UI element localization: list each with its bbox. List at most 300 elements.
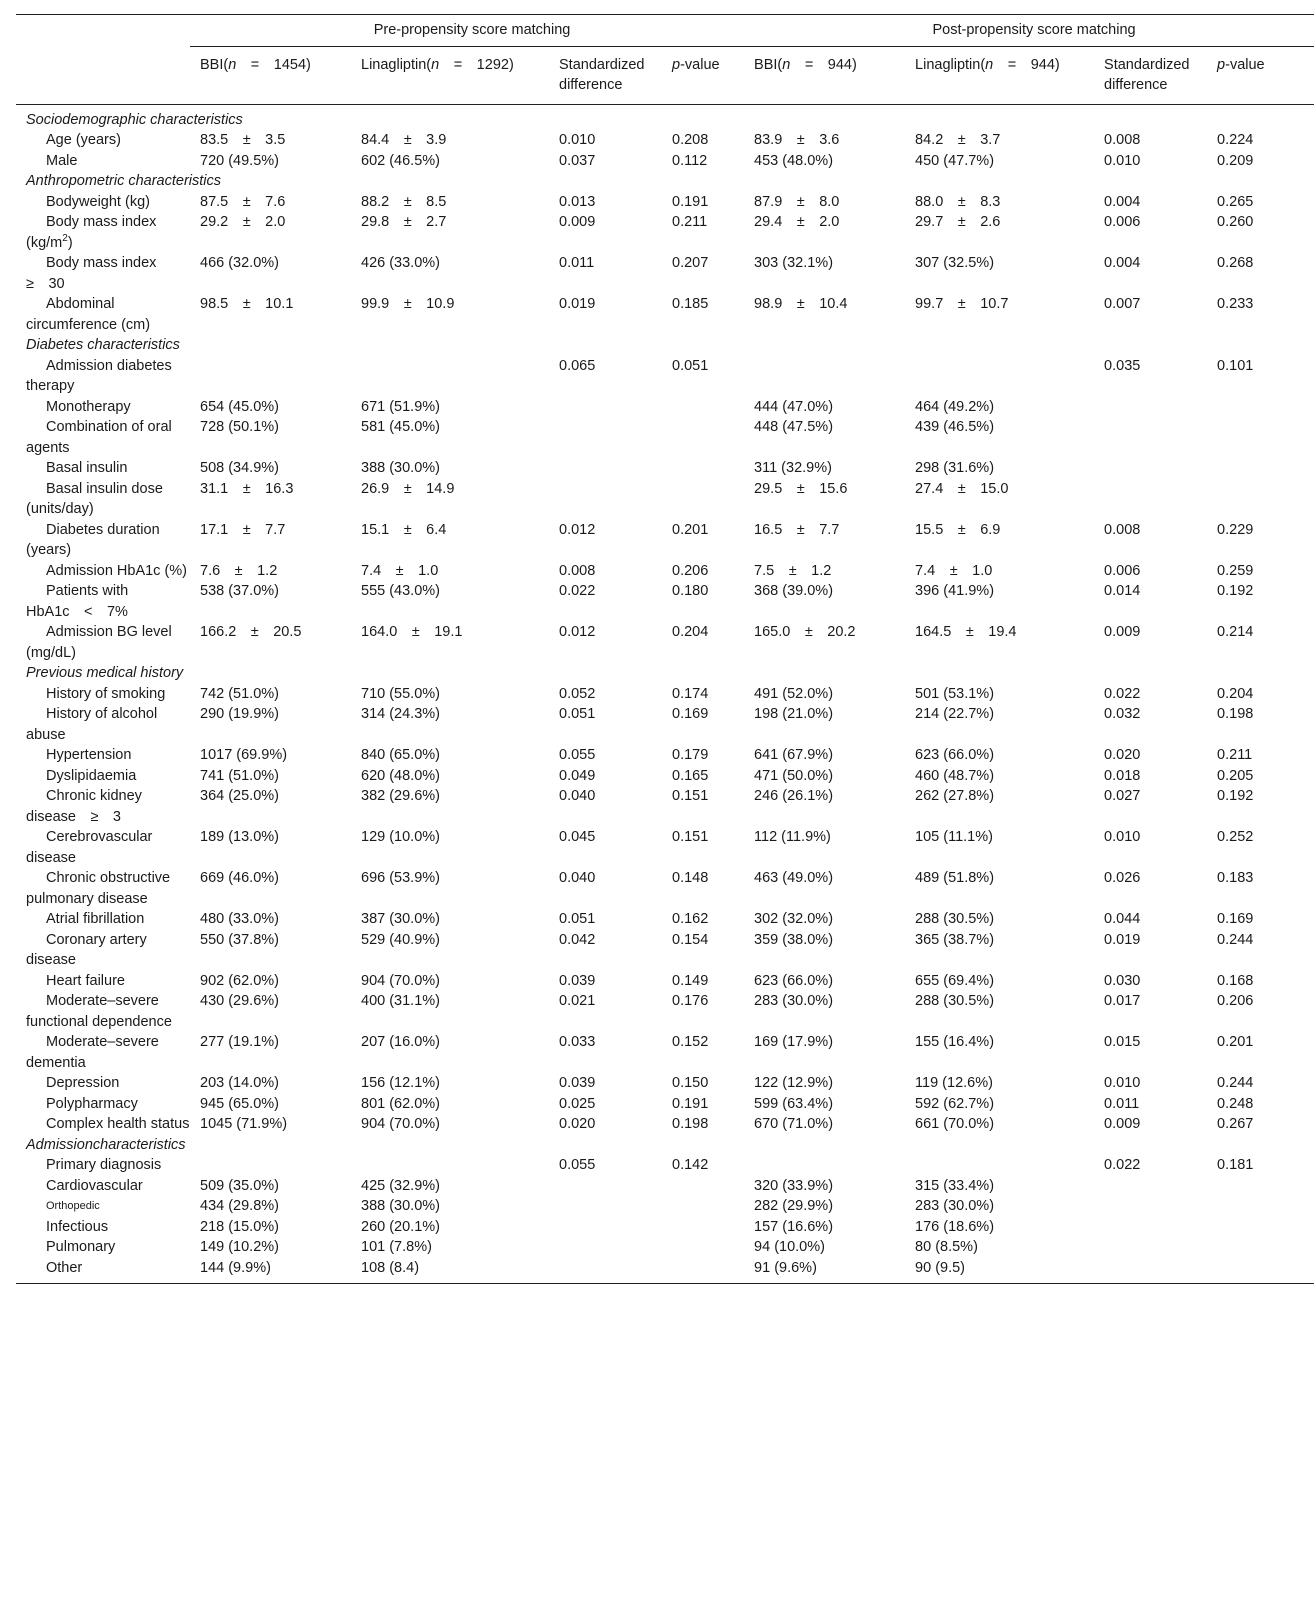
cell-pre-bbi: 1017 (69.9%): [200, 747, 288, 763]
pre-matching-group-header: Pre-propensity score matching: [190, 15, 744, 47]
cell-pre-std-diff: 0.052: [559, 685, 596, 702]
table-row: [16, 1176, 1314, 1197]
table-row: [16, 971, 1314, 992]
cell-pre-std-diff: 0.049: [559, 767, 596, 784]
cell-pre-bbi: 17.1 ± 7.7: [200, 521, 286, 538]
cell-pre-std-diff: 0.051: [559, 706, 596, 722]
cell-pre-p-value: 0.185: [672, 296, 709, 312]
post-matching-group-header: Post-propensity score matching: [744, 15, 1314, 47]
cell-post-linagliptin: [905, 1155, 1094, 1176]
col-header-post-bbi: BBI(n = 944): [744, 46, 905, 104]
row-label: Complex health status: [46, 1116, 190, 1132]
row-label: Infectious: [46, 1218, 109, 1235]
cell-post-bbi: 283 (30.0%): [754, 993, 834, 1009]
cell-post-bbi: 463 (49.0%): [754, 870, 834, 886]
cell-post-p-value: 0.259: [1217, 562, 1254, 579]
cell-post-std-diff: 0.026: [1104, 870, 1141, 886]
cell-post-linagliptin: 164.5 ± 19.4: [915, 624, 1017, 640]
cell-pre-std-diff: 0.051: [559, 911, 596, 927]
table-row: [16, 356, 1314, 397]
cell-post-p-value: 0.244: [1217, 931, 1254, 948]
cell-pre-linagliptin: 88.2 ± 8.5: [361, 193, 447, 210]
cell-pre-p-value: [662, 397, 744, 418]
row-label: History of alcohol abuse: [26, 706, 158, 743]
table-row: [16, 684, 1314, 705]
cell-pre-bbi: 1045 (71.9%): [200, 1116, 288, 1132]
cell-post-bbi: 29.4 ± 2.0: [754, 214, 840, 230]
cell-post-bbi: 165.0 ± 20.2: [754, 624, 856, 640]
cell-post-bbi: 91 (9.6%): [744, 1258, 905, 1284]
cell-pre-linagliptin: [351, 1155, 549, 1176]
cell-pre-bbi: 720 (49.5%): [200, 152, 279, 169]
cell-pre-std-diff: 0.012: [559, 624, 596, 640]
row-label: Body mass index ≥ 30: [26, 255, 171, 292]
row-label: Atrial fibrillation: [46, 911, 145, 927]
cell-pre-p-value: 0.204: [672, 624, 709, 640]
cell-post-p-value: 0.181: [1217, 1157, 1254, 1173]
cell-pre-p-value: 0.207: [672, 255, 709, 271]
cell-pre-p-value: 0.154: [672, 931, 709, 948]
cell-pre-bbi: 290 (19.9%): [200, 706, 279, 722]
cell-pre-std-diff: 0.012: [559, 521, 596, 538]
cell-post-bbi: 471 (50.0%): [754, 767, 834, 784]
cell-post-linagliptin: 298 (31.6%): [915, 460, 995, 476]
cell-pre-p-value: [662, 1217, 744, 1238]
cell-pre-linagliptin: 129 (10.0%): [361, 829, 440, 845]
cell-post-std-diff: 0.022: [1104, 685, 1141, 702]
cell-post-std-diff: [1094, 1217, 1207, 1238]
cell-post-p-value: 0.183: [1217, 870, 1254, 886]
cell-pre-p-value: 0.179: [672, 747, 709, 763]
cell-post-bbi: 670 (71.0%): [754, 1116, 834, 1132]
cell-pre-p-value: 0.162: [672, 911, 709, 927]
row-label: Other: [16, 1258, 190, 1284]
row-label: Basal insulin: [46, 460, 128, 476]
cell-post-linagliptin: 464 (49.2%): [915, 398, 995, 415]
cell-post-linagliptin: 489 (51.8%): [915, 870, 995, 886]
cell-pre-std-diff: 0.022: [559, 583, 596, 599]
row-label: Basal insulin dose (units/day): [26, 480, 163, 517]
cell-pre-p-value: 0.206: [672, 562, 709, 579]
cell-pre-std-diff: 0.045: [559, 829, 596, 845]
table-row: [16, 1196, 1314, 1217]
cell-pre-linagliptin: 387 (30.0%): [361, 911, 440, 927]
cell-pre-std-diff: 0.055: [559, 1157, 596, 1173]
cell-post-std-diff: [1094, 1176, 1207, 1197]
cell-pre-p-value: [662, 1258, 744, 1284]
cell-post-bbi: 599 (63.4%): [754, 1095, 834, 1112]
row-label: Body mass index $(kg/m^2)$: [26, 214, 157, 251]
row-label: Moderate–severe dementia: [26, 1034, 159, 1071]
cell-pre-linagliptin: 840 (65.0%): [361, 747, 440, 763]
cell-post-std-diff: 0.035: [1104, 357, 1141, 374]
cell-post-p-value: [1207, 1176, 1314, 1197]
table-row: [16, 458, 1314, 479]
section-header-row: [16, 171, 1314, 192]
cell-pre-std-diff: 0.033: [559, 1034, 596, 1050]
cell-post-p-value: 0.252: [1217, 829, 1254, 845]
column-header-row: [16, 46, 1314, 104]
cell-post-linagliptin: 262 (27.8%): [915, 788, 995, 804]
cell-post-linagliptin: 623 (66.0%): [915, 747, 995, 763]
cell-post-bbi: 453 (48.0%): [754, 152, 834, 169]
cell-post-bbi: 83.9 ± 3.6: [754, 132, 840, 148]
cell-pre-linagliptin: 84.4 ± 3.9: [361, 132, 447, 148]
cell-post-bbi: 623 (66.0%): [754, 972, 834, 989]
cell-pre-bbi: 466 (32.0%): [200, 255, 279, 271]
row-label: Moderate–severe functional dependence: [26, 993, 172, 1030]
cell-pre-linagliptin: 696 (53.9%): [361, 870, 440, 886]
cell-pre-std-diff: 0.040: [559, 870, 596, 886]
cell-post-p-value: 0.205: [1217, 767, 1254, 784]
cell-pre-bbi: 550 (37.8%): [200, 931, 279, 948]
cell-pre-std-diff: [549, 1217, 662, 1238]
cell-post-linagliptin: 90 (9.5): [905, 1258, 1094, 1284]
cell-post-bbi: 491 (52.0%): [754, 685, 834, 702]
cell-pre-bbi: 508 (34.9%): [200, 460, 279, 476]
row-label: Admission diabetes therapy: [26, 357, 172, 394]
cell-pre-p-value: [662, 1196, 744, 1217]
cell-post-std-diff: [1094, 417, 1207, 458]
cell-post-bbi: 87.9 ± 8.0: [754, 193, 840, 210]
cell-post-std-diff: 0.009: [1104, 624, 1141, 640]
cell-post-bbi: 641 (67.9%): [754, 747, 834, 763]
cell-pre-p-value: 0.180: [672, 583, 709, 599]
cell-post-std-diff: 0.010: [1104, 152, 1141, 169]
cell-post-std-diff: 0.018: [1104, 767, 1141, 784]
cell-pre-p-value: 0.142: [672, 1157, 709, 1173]
cell-pre-p-value: 0.150: [672, 1075, 709, 1091]
cell-post-p-value: [1207, 458, 1314, 479]
cell-pre-p-value: [662, 1237, 744, 1258]
cell-post-linagliptin: 27.4 ± 15.0: [915, 480, 1009, 497]
cell-pre-std-diff: 0.011: [559, 255, 595, 271]
cell-post-bbi: 368 (39.0%): [754, 583, 834, 599]
cell-pre-std-diff: 0.025: [559, 1095, 596, 1112]
cell-pre-std-diff: 0.020: [559, 1116, 596, 1132]
table-row: [16, 1094, 1314, 1115]
cell-post-bbi: 320 (33.9%): [754, 1177, 834, 1194]
row-label: Monotherapy: [46, 398, 131, 415]
cell-post-std-diff: 0.006: [1104, 214, 1141, 230]
cell-post-bbi: 16.5 ± 7.7: [754, 521, 840, 538]
cell-pre-p-value: [662, 417, 744, 458]
row-label: Admission BG level (mg/dL): [26, 624, 172, 661]
cell-post-linagliptin: 283 (30.0%): [915, 1198, 995, 1214]
cell-pre-linagliptin: 314 (24.3%): [361, 706, 440, 722]
row-label: Dyslipidaemia: [46, 767, 137, 784]
table-row: [16, 130, 1314, 151]
cell-pre-p-value: 0.208: [672, 132, 709, 148]
cell-post-p-value: 0.214: [1217, 624, 1254, 640]
cell-pre-p-value: 0.198: [672, 1116, 709, 1132]
cell-post-linagliptin: 176 (18.6%): [915, 1218, 995, 1235]
cell-pre-linagliptin: 108 (8.4): [351, 1258, 549, 1284]
cell-pre-std-diff: 0.055: [559, 747, 596, 763]
cell-post-std-diff: [1094, 1237, 1207, 1258]
cell-post-p-value: [1207, 417, 1314, 458]
cell-post-linagliptin: 501 (53.1%): [915, 685, 995, 702]
cell-post-bbi: [744, 356, 905, 397]
section-title: Sociodemographic characteristics: [26, 111, 243, 128]
cell-post-std-diff: 0.044: [1104, 911, 1141, 927]
cell-pre-linagliptin: [351, 356, 549, 397]
cell-pre-bbi: 902 (62.0%): [200, 972, 279, 989]
row-label: Male: [46, 152, 78, 169]
table-row: [16, 192, 1314, 213]
cell-post-std-diff: 0.032: [1104, 706, 1141, 722]
cell-post-p-value: 0.192: [1217, 788, 1254, 804]
cell-post-linagliptin: 29.7 ± 2.6: [915, 214, 1001, 230]
cell-post-p-value: 0.168: [1217, 972, 1254, 989]
cell-post-bbi: 282 (29.9%): [754, 1198, 834, 1214]
col-header-pre-bbi: BBI(n = 1454): [190, 46, 351, 104]
cell-pre-linagliptin: 7.4 ± 1.0: [361, 562, 439, 579]
table-row: [16, 561, 1314, 582]
cell-post-linagliptin: 84.2 ± 3.7: [915, 132, 1001, 148]
cell-post-std-diff: 0.010: [1104, 1075, 1141, 1091]
cell-post-bbi: 302 (32.0%): [754, 911, 834, 927]
table-row: [16, 930, 1314, 971]
cell-pre-linagliptin: 388 (30.0%): [361, 460, 440, 476]
cell-post-linagliptin: 315 (33.4%): [915, 1177, 995, 1194]
table-row: [16, 745, 1314, 766]
row-label: Cerebrovascular disease: [26, 829, 153, 866]
cell-post-p-value: 0.101: [1217, 357, 1254, 374]
cell-post-bbi: 444 (47.0%): [754, 398, 834, 415]
section-header-row: [16, 1135, 1314, 1156]
cell-pre-bbi: 87.5 ± 7.6: [200, 193, 286, 210]
cell-pre-std-diff: 0.065: [559, 357, 596, 374]
cell-post-std-diff: [1094, 1196, 1207, 1217]
cell-post-std-diff: 0.027: [1104, 788, 1141, 804]
col-header-pre-p-value: p-value: [662, 46, 744, 104]
cell-post-p-value: 0.268: [1217, 255, 1254, 271]
cell-pre-linagliptin: 529 (40.9%): [361, 931, 440, 948]
cell-pre-std-diff: [549, 458, 662, 479]
cell-post-linagliptin: 88.0 ± 8.3: [915, 193, 1001, 210]
cell-pre-linagliptin: 156 (12.1%): [361, 1075, 440, 1091]
table-row: [16, 1217, 1314, 1238]
cell-post-p-value: 0.211: [1217, 747, 1253, 763]
table-row: [16, 417, 1314, 458]
row-label: Bodyweight (kg): [46, 193, 150, 210]
cell-pre-p-value: 0.201: [672, 521, 709, 538]
cell-post-bbi: [744, 1155, 905, 1176]
cell-pre-bbi: 218 (15.0%): [200, 1218, 279, 1235]
row-label: Depression: [46, 1075, 120, 1091]
row-label: Diabetes duration (years): [26, 521, 160, 558]
cell-post-std-diff: 0.030: [1104, 972, 1141, 989]
cell-pre-std-diff: [549, 397, 662, 418]
cell-pre-bbi: 538 (37.0%): [200, 583, 279, 599]
cell-post-p-value: [1207, 479, 1314, 520]
table-row: [16, 581, 1314, 622]
cell-post-p-value: 0.201: [1217, 1034, 1254, 1050]
table-row: [16, 827, 1314, 868]
cell-pre-std-diff: 0.019: [559, 296, 596, 312]
cell-post-linagliptin: 655 (69.4%): [915, 972, 995, 989]
cell-pre-linagliptin: 29.8 ± 2.7: [361, 214, 447, 230]
cell-post-p-value: 0.244: [1217, 1075, 1254, 1091]
cell-post-linagliptin: 80 (8.5%): [915, 1239, 978, 1255]
cell-post-bbi: 359 (38.0%): [754, 931, 834, 948]
section-title: Diabetes characteristics: [26, 337, 180, 353]
row-label: History of smoking: [46, 685, 166, 702]
cell-pre-bbi: 31.1 ± 16.3: [200, 480, 294, 497]
cell-post-std-diff: 0.004: [1104, 255, 1141, 271]
cell-post-std-diff: 0.015: [1104, 1034, 1141, 1050]
cell-post-std-diff: 0.020: [1104, 747, 1141, 763]
cell-post-p-value: 0.209: [1217, 152, 1254, 169]
cell-pre-bbi: 149 (10.2%): [200, 1239, 279, 1255]
cell-post-std-diff: 0.019: [1104, 931, 1141, 948]
cell-post-linagliptin: 307 (32.5%): [915, 255, 995, 271]
cell-post-linagliptin: 99.7 ± 10.7: [915, 296, 1009, 312]
row-label: Orthopedic: [46, 1200, 100, 1212]
cell-post-std-diff: 0.008: [1104, 521, 1141, 538]
cell-pre-p-value: 0.176: [672, 993, 709, 1009]
cell-post-linagliptin: 365 (38.7%): [915, 931, 995, 948]
cell-post-bbi: 198 (21.0%): [754, 706, 834, 722]
cell-pre-bbi: 144 (9.9%): [190, 1258, 351, 1284]
row-label: Pulmonary: [46, 1239, 116, 1255]
cell-post-std-diff: 0.006: [1104, 562, 1141, 579]
cell-post-linagliptin: 396 (41.9%): [915, 583, 995, 599]
row-label: Chronic obstructive pulmonary disease: [26, 870, 171, 907]
cell-post-p-value: 0.198: [1217, 706, 1254, 722]
cell-pre-bbi: 728 (50.1%): [200, 419, 279, 435]
cell-pre-bbi: 364 (25.0%): [200, 788, 279, 804]
cell-pre-linagliptin: 904 (70.0%): [361, 1116, 440, 1132]
table-row: [16, 397, 1314, 418]
cell-pre-bbi: 166.2 ± 20.5: [200, 624, 302, 640]
cell-post-bbi: 169 (17.9%): [754, 1034, 834, 1050]
cell-pre-p-value: 0.151: [672, 829, 709, 845]
cell-post-p-value: 0.204: [1217, 685, 1254, 702]
table-row: [16, 1155, 1314, 1176]
cell-pre-bbi: 654 (45.0%): [200, 398, 279, 415]
cell-post-std-diff: 0.017: [1104, 993, 1141, 1009]
table-row: [16, 1258, 1314, 1284]
section-title: Admissioncharacteristics: [26, 1136, 186, 1153]
table-row: [16, 294, 1314, 335]
cell-pre-p-value: 0.112: [672, 152, 708, 169]
cell-post-bbi: 303 (32.1%): [754, 255, 834, 271]
cell-post-linagliptin: [905, 356, 1094, 397]
cell-post-linagliptin: 7.4 ± 1.0: [915, 562, 993, 579]
cell-post-p-value: [1207, 1196, 1314, 1217]
cell-pre-p-value: 0.191: [672, 193, 709, 210]
cell-pre-bbi: 480 (33.0%): [200, 911, 279, 927]
row-label: Admission HbA1c (%): [46, 562, 188, 579]
cell-post-bbi: 246 (26.1%): [754, 788, 834, 804]
cell-pre-bbi: 669 (46.0%): [200, 870, 279, 886]
cell-pre-p-value: [662, 458, 744, 479]
cell-pre-std-diff: 0.010: [559, 132, 596, 148]
cell-pre-std-diff: 0.039: [559, 972, 596, 989]
cell-pre-p-value: 0.151: [672, 788, 709, 804]
cell-post-linagliptin: 592 (62.7%): [915, 1095, 995, 1112]
row-label: Combination of oral agents: [26, 419, 172, 456]
cell-pre-p-value: 0.149: [672, 972, 709, 989]
cell-post-p-value: [1207, 397, 1314, 418]
cell-post-bbi: 448 (47.5%): [754, 419, 834, 435]
cell-post-linagliptin: 450 (47.7%): [915, 152, 995, 169]
cell-pre-std-diff: 0.039: [559, 1075, 596, 1091]
cell-pre-std-diff: [549, 417, 662, 458]
cell-post-linagliptin: 439 (46.5%): [915, 419, 995, 435]
cell-post-linagliptin: 105 (11.1%): [915, 829, 993, 845]
cell-pre-bbi: [190, 356, 351, 397]
cell-pre-linagliptin: 164.0 ± 19.1: [361, 624, 463, 640]
cell-pre-std-diff: 0.037: [559, 152, 596, 169]
cell-pre-std-diff: 0.042: [559, 931, 596, 948]
cell-post-std-diff: [1094, 397, 1207, 418]
row-label: Patients with HbA1c < 7%: [26, 583, 129, 620]
row-label: Heart failure: [46, 972, 125, 989]
cell-pre-linagliptin: 671 (51.9%): [361, 398, 440, 415]
cell-post-bbi: 94 (10.0%): [754, 1239, 825, 1255]
cell-pre-bbi: 203 (14.0%): [200, 1075, 279, 1091]
cell-pre-bbi: 945 (65.0%): [200, 1095, 279, 1112]
table-row: [16, 520, 1314, 561]
cell-post-p-value: [1207, 1217, 1314, 1238]
row-label: Hypertension: [46, 747, 132, 763]
cell-pre-p-value: [662, 479, 744, 520]
cell-post-linagliptin: 288 (30.5%): [915, 993, 995, 1009]
col-header-post-p-value: p-value: [1207, 46, 1314, 104]
row-label: Abdominal circumference (cm): [26, 296, 151, 333]
table-body: [16, 104, 1314, 1284]
cell-post-p-value: 0.265: [1217, 193, 1254, 210]
table-row: [16, 479, 1314, 520]
cell-pre-std-diff: 0.040: [559, 788, 596, 804]
cell-post-bbi: 122 (12.9%): [754, 1075, 834, 1091]
table-row: [16, 1032, 1314, 1073]
cell-post-std-diff: 0.008: [1104, 132, 1141, 148]
cell-post-p-value: 0.206: [1217, 993, 1254, 1009]
baseline-characteristics-table: [16, 14, 1314, 1284]
cell-pre-bbi: 509 (35.0%): [200, 1177, 279, 1194]
cell-post-std-diff: [1094, 1258, 1207, 1284]
row-label: Age (years): [46, 132, 121, 148]
row-label: Primary diagnosis: [46, 1157, 162, 1173]
corner-cell: [16, 15, 190, 47]
cell-post-bbi: 98.9 ± 10.4: [754, 296, 848, 312]
cell-post-p-value: 0.248: [1217, 1095, 1254, 1112]
cell-post-linagliptin: 214 (22.7%): [915, 706, 995, 722]
table-row: [16, 253, 1314, 294]
cell-pre-bbi: 430 (29.6%): [200, 993, 279, 1009]
cell-pre-linagliptin: 26.9 ± 14.9: [361, 480, 455, 497]
section-title: Anthropometric characteristics: [26, 173, 222, 189]
row-label: Chronic kidney disease ≥ 3: [26, 788, 142, 825]
section-header-row: [16, 104, 1314, 130]
row-label-header: [16, 46, 190, 104]
cell-post-bbi: 311 (32.9%): [754, 460, 832, 476]
row-label: Coronary artery disease: [26, 931, 147, 968]
section-title: Previous medical history: [26, 665, 184, 681]
cell-pre-linagliptin: 426 (33.0%): [361, 255, 440, 271]
cell-pre-linagliptin: 388 (30.0%): [361, 1198, 440, 1214]
table-row: [16, 868, 1314, 909]
cell-pre-linagliptin: 602 (46.5%): [361, 152, 440, 169]
cell-pre-bbi: [190, 1155, 351, 1176]
cell-post-p-value: 0.233: [1217, 296, 1254, 312]
cell-pre-linagliptin: 555 (43.0%): [361, 583, 440, 599]
cell-post-p-value: [1207, 1258, 1314, 1284]
